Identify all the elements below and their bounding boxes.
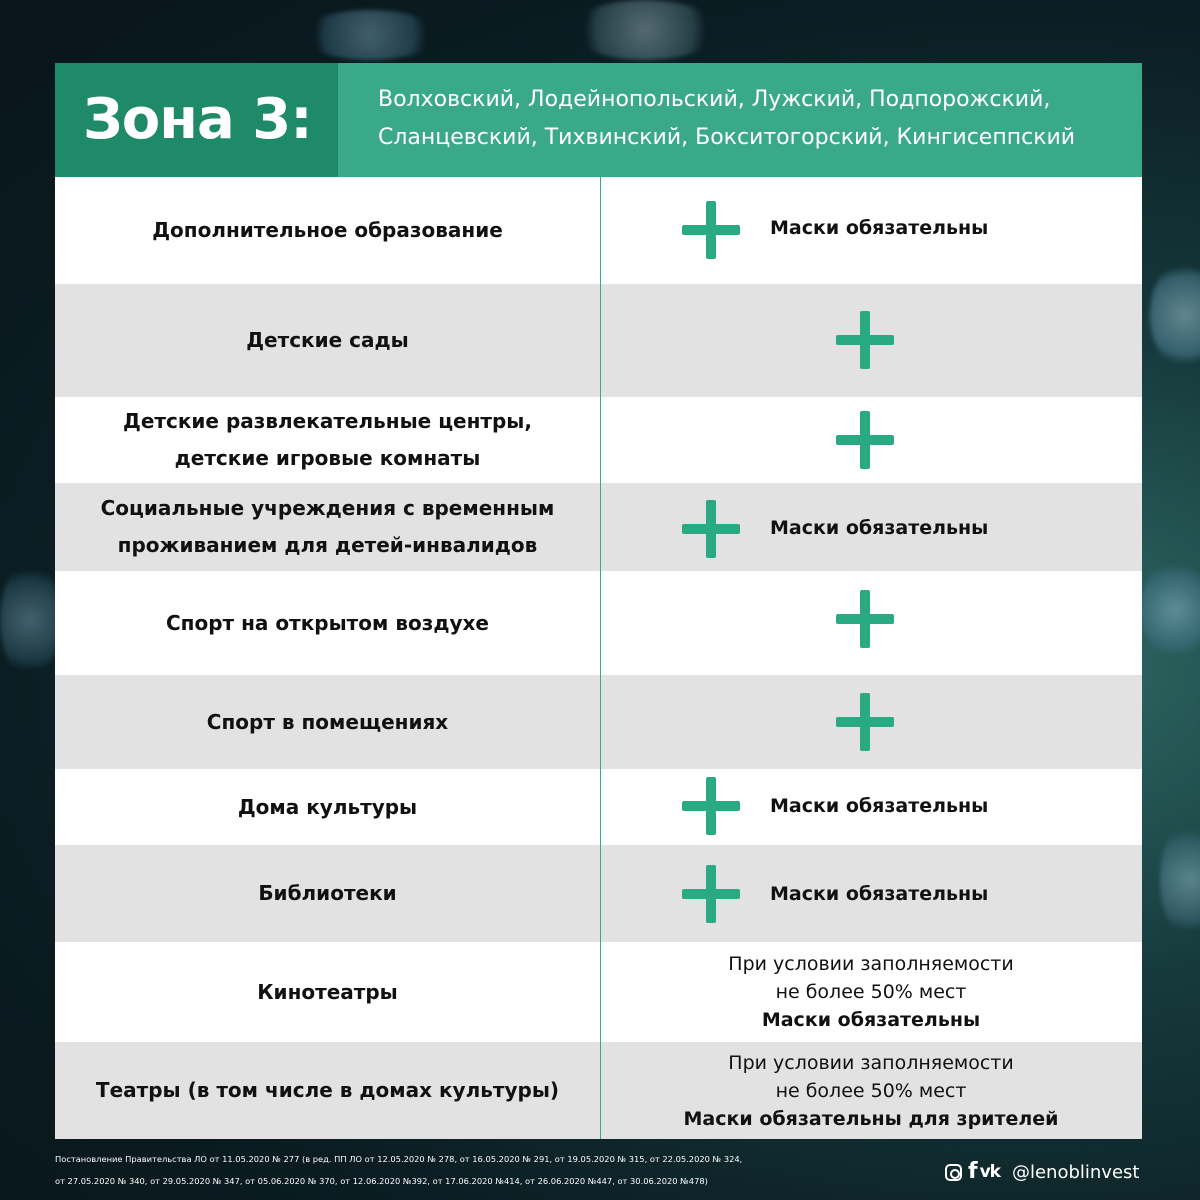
table-row: [55, 571, 1142, 675]
social-links: [945, 1160, 1139, 1184]
table-row: [55, 845, 1142, 942]
table-row: [55, 769, 1142, 845]
row-label: Детские сады: [246, 328, 409, 352]
zone-title-box: [55, 63, 338, 177]
row-label: Дома культуры: [237, 794, 418, 819]
condition-note: При условии заполняемости не более 50% мест Маски обязательны для зрителей: [683, 1051, 1059, 1130]
background-cell-decoration: [570, 0, 720, 60]
plus-icon: [682, 201, 740, 259]
table-row: [55, 675, 1142, 769]
masks-required-note: Маски обязательны: [770, 517, 989, 539]
footnote-line: Постановление Правительства ЛО от 11.05.2020 № 277 (в ред. ПП ЛО от 12.05.2020 № 278, от 16.05.2020 № 291, от 19.05.2020 № 315, от 22.05.2020 № 324,: [55, 1154, 743, 1164]
footnote-line: от 27.05.2020 № 340, от 29.05.2020 № 347, от 05.06.2020 № 370, от 12.06.2020 №392, от 17.06.2020 №414, от 26.06.2020 №447, от 30.06.2020 №478): [55, 1176, 708, 1186]
row-label: Спорт на открытом воздухе: [165, 610, 489, 635]
background-cell-decoration: [1160, 820, 1200, 940]
table-row: [55, 397, 1142, 483]
legal-footnote: [55, 1148, 915, 1192]
condition-note: При условии заполняемости не более 50% мест Маски обязательны: [728, 953, 1014, 1031]
districts-line: Волховский, Лодейнопольский, Лужский, Подпорожский,: [378, 87, 1051, 112]
districts-list: [378, 81, 1118, 157]
row-label: Спорт в помещениях: [206, 709, 449, 734]
masks-required-note: Маски обязательны: [770, 795, 989, 817]
facebook-icon[interactable]: f: [968, 1159, 978, 1184]
plus-icon: [682, 500, 740, 558]
zone-header: [55, 63, 1142, 177]
plus-icon: [836, 411, 894, 469]
plus-icon: [682, 777, 740, 835]
row-label: Дополнительное образование: [152, 218, 503, 242]
background-cell-decoration: [0, 560, 60, 680]
row-label: Кинотеатры: [257, 979, 398, 1004]
vk-icon[interactable]: vk: [979, 1162, 1000, 1182]
table-row: [55, 942, 1142, 1042]
row-label: Социальные учреждения с временным проживанием для детей-инвалидов: [100, 496, 555, 557]
zone-title: Зона 3:: [83, 87, 312, 152]
zone-table-card: [55, 63, 1142, 1139]
plus-icon: [836, 590, 894, 648]
table-row: [55, 483, 1142, 571]
plus-icon: [836, 311, 894, 369]
row-label: Библиотеки: [258, 881, 397, 905]
table-row: [55, 1042, 1142, 1139]
background-cell-decoration: [1140, 560, 1200, 660]
row-label: Театры (в том числе в домах культуры): [95, 1078, 560, 1102]
table-row: [55, 284, 1142, 397]
plus-icon: [682, 865, 740, 923]
masks-required-note: Маски обязательны: [770, 217, 989, 239]
table-row: [55, 177, 1142, 284]
instagram-icon[interactable]: [945, 1164, 962, 1181]
background-cell-decoration: [1150, 260, 1200, 370]
row-label: Детские развлекательные центры, детские игровые комнаты: [123, 409, 532, 470]
background-cell-decoration: [300, 10, 440, 60]
social-handle[interactable]: @lenoblinvest: [1011, 1161, 1140, 1183]
column-divider: [600, 177, 601, 1139]
districts-line: Сланцевский, Тихвинский, Бокситогорский, Кингисеппский: [378, 125, 1076, 150]
masks-required-note: Маски обязательны: [770, 883, 989, 905]
plus-icon: [836, 693, 894, 751]
